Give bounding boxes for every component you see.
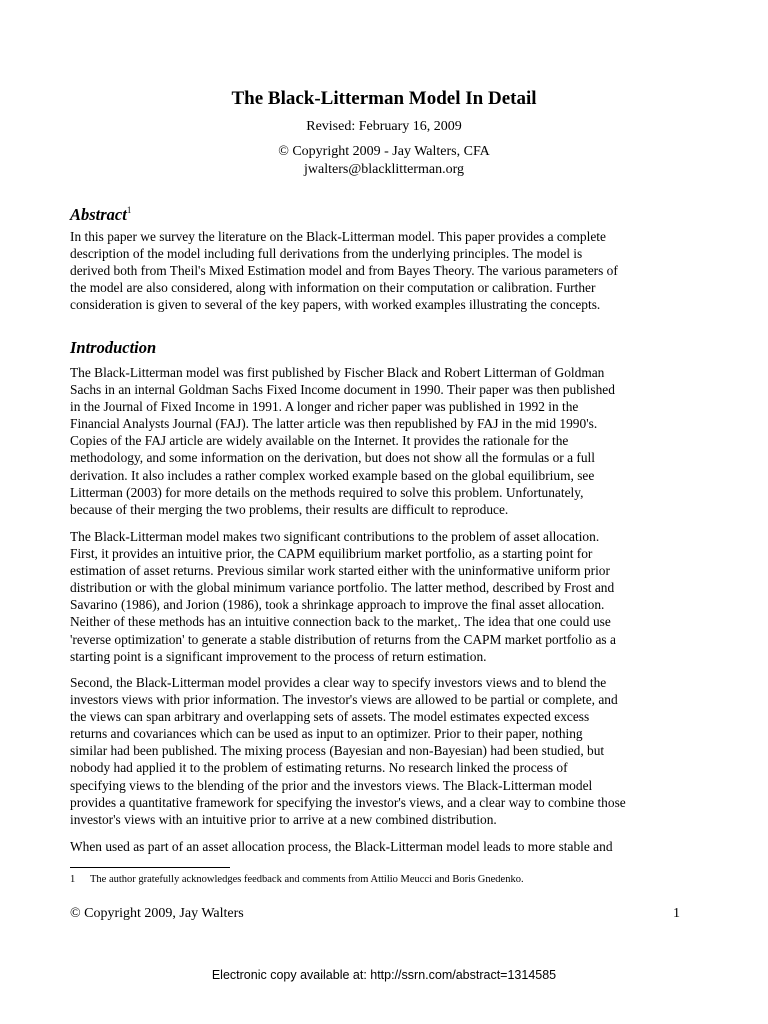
text-line: Savarino (1986), and Jorion (1986), took a shrinkage approach to improve the final asset allocation. [70,597,605,613]
text-line: In this paper we survey the literature on the Black-Litterman model. This paper provides a complete [70,229,606,244]
text-line: returns and covariances which can be used as input to an optimizer. Prior to their paper, nothing [70,726,583,742]
text-line: The Black-Litterman model was first published by Fischer Black and Robert Litterman of Goldman [70,365,605,380]
abstract-heading-text: Abstract [70,205,127,224]
text-line: 'reverse optimization' to generate a stable distribution of returns from the CAPM market portfolio as a [70,631,616,647]
intro-paragraph-3 [70,674,710,828]
page-number: 1 [673,906,680,921]
text-line: in the Journal of Fixed Income in 1991. A longer and richer paper was published in 1992 in the [70,399,579,415]
intro-paragraph-1 [70,364,710,518]
text-line: When used as part of an asset allocation process, the Black-Litterman model leads to more stable and [70,839,613,854]
ssrn-notice: Electronic copy available at: http://ssrn.com/abstract=1314585 [211,968,557,982]
text-line: Sachs in an internal Goldman Sachs Fixed Income document in 1990. Their paper was then published [70,382,615,398]
text-line: because of their merging the two problems, their results are difficult to reproduce. [70,501,509,517]
text-line: derived both from Theil's Mixed Estimation model and from Bayes Theory. The various parameters of [70,263,618,279]
author-copyright: © Copyright 2009 - Jay Walters, CFA [278,144,490,159]
text-line: derivation. It also includes a rather complex worked example based on the global equilibrium, see [70,467,595,483]
abstract-paragraph [70,228,710,313]
text-line: Copies of the FAJ article are widely available on the Internet. It provides the rationale for the [70,433,569,449]
text-line: specifying views to the blending of the prior and the investors views. The Black-Litterman model [70,777,593,793]
text-line: Neither of these methods has an intuitive connection back to the market,. The idea that one could use [70,614,611,630]
text-line: nobody had applied it to the problem of estimating returns. No research linked the process of [70,760,568,776]
text-line: First, it provides an intuitive prior, the CAPM equilibrium market portfolio, as a starting point for [70,546,593,562]
revised-date: Revised: February 16, 2009 [306,119,462,134]
footnote-text: The author gratefully acknowledges feedback and comments from Attilio Meucci and Boris Gnedenko. [90,874,524,885]
footer-copyright: © Copyright 2009, Jay Walters [70,906,244,921]
text-line: estimation of asset returns. Previous similar work started either with the uninformative uniform prior [70,563,610,579]
text-line: investors views with prior information. The investor's views are allowed to be partial or complete, and [70,692,618,708]
text-line: the model are also considered, along with information on their computation or calibration. Further [70,280,596,296]
paper-title: The Black-Litterman Model In Detail [231,88,537,109]
footnote [70,873,524,886]
text-line: the views can span arbitrary and overlapping sets of assets. The model estimates expected excess [70,709,590,725]
text-line: consideration is given to several of the key papers, with worked examples illustrating the concepts. [70,297,601,313]
text-line: similar had been published. The mixing process (Bayesian and non-Bayesian) had been studied, but [70,743,605,759]
intro-paragraph-4 [70,838,710,855]
text-line: investor's views with an intuitive prior to arrive at a new combined distribution. [70,811,497,827]
text-line: Second, the Black-Litterman model provides a clear way to specify investors views and to blend the [70,675,607,690]
footnote-divider [70,867,230,868]
intro-paragraph-2 [70,528,710,665]
text-line: description of the model including full derivations from the underlying principles. The model is [70,246,583,262]
text-line: The Black-Litterman model makes two significant contributions to the problem of asset allocation. [70,529,600,544]
text-line: provides a quantitative framework for specifying the investor's views, and a clear way to combine those [70,794,626,810]
footnote-marker: 1 [126,205,132,215]
abstract-heading [70,200,131,225]
text-line: starting point is a significant improvement to the process of return estimation. [70,648,487,664]
footnote-number: 1 [70,874,76,885]
introduction-heading: Introduction [70,338,157,357]
text-line: methodology, and some information on the derivation, but does not show all the formulas or a full [70,450,595,466]
author-email: jwalters@blacklitterman.org [304,162,464,177]
text-line: distribution or with the global minimum variance portfolio. The latter method, described by Frost and [70,580,615,596]
text-line: Litterman (2003) for more details on the methods required to solve this problem. Unfortunately, [70,484,584,500]
text-line: Financial Analysts Journal (FAJ). The latter article was then republished by FAJ in the mid 1990's. [70,416,598,432]
